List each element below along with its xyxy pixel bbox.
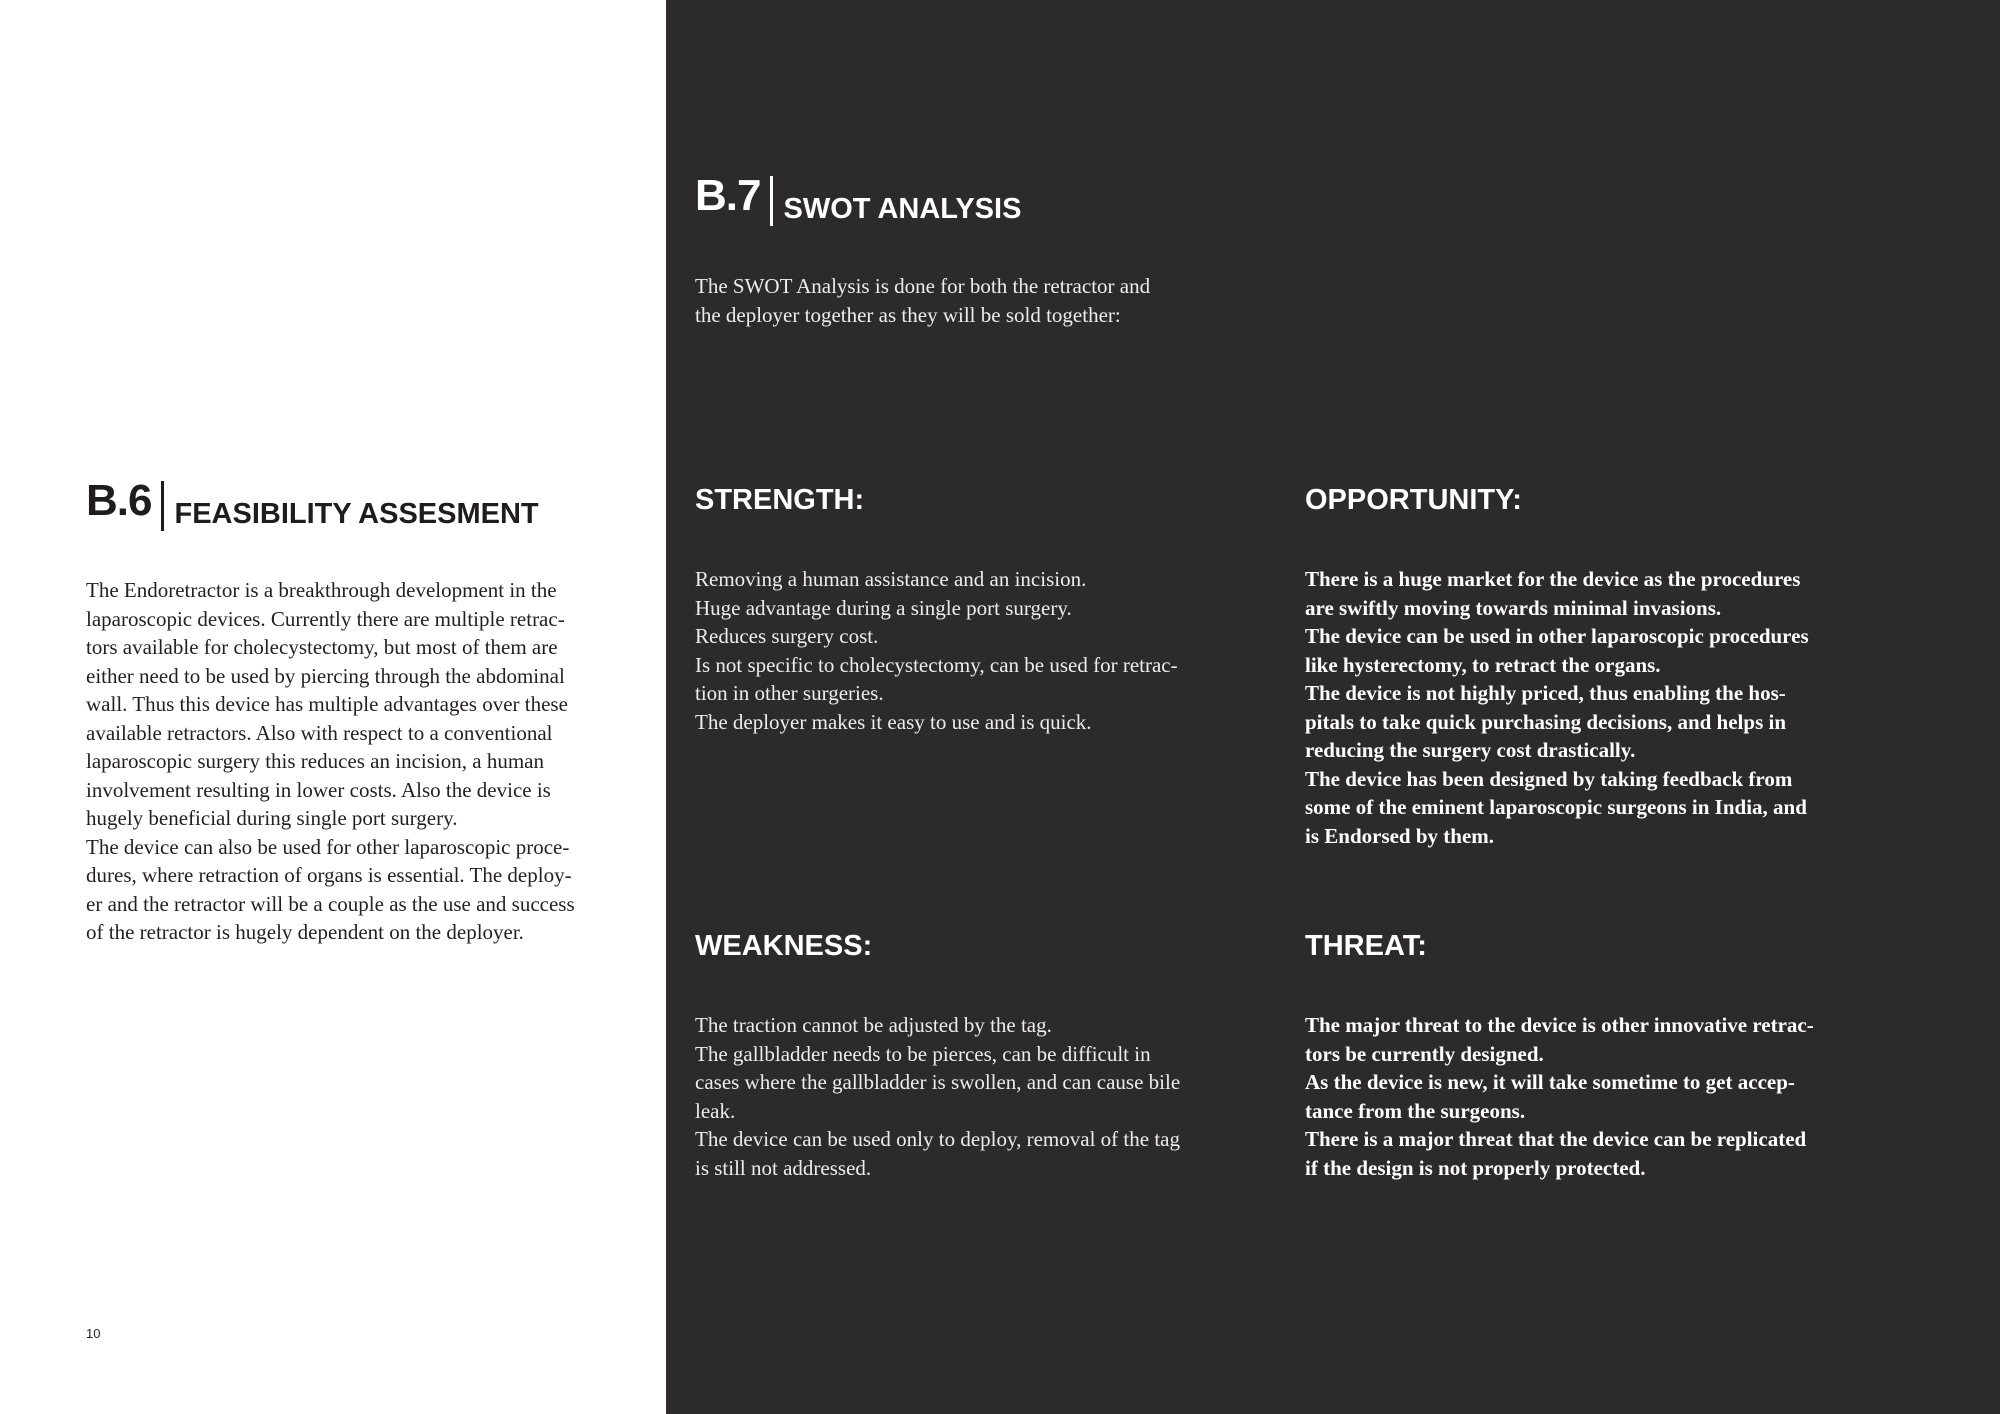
text-line: The device can also be used for other laparoscopic proce- bbox=[86, 834, 570, 859]
text-line: There is a major threat that the device can be replicated bbox=[1305, 1127, 1807, 1151]
strength-heading: STRENGTH: bbox=[695, 484, 865, 516]
text-line: er and the retractor will be a couple as the use and success bbox=[86, 891, 575, 916]
section-number: B.6 bbox=[86, 476, 152, 525]
text-line: involvement resulting in lower costs. Also the device is bbox=[86, 777, 551, 802]
opportunity-heading: OPPORTUNITY: bbox=[1305, 484, 1522, 516]
text-line: As the device is new, it will take sometime to get accep- bbox=[1305, 1070, 1795, 1094]
threat-list bbox=[1305, 1011, 1814, 1182]
weakness-heading: WEAKNESS: bbox=[695, 930, 873, 962]
text-line: hugely beneficial during single port surgery. bbox=[86, 806, 458, 830]
section-title: SWOT ANALYSIS bbox=[783, 193, 1022, 225]
opportunity-list bbox=[1305, 565, 1809, 850]
text-line: the deployer together as they will be sold together: bbox=[695, 302, 1121, 327]
text-line: Is not specific to cholecystectomy, can be used for retrac- bbox=[695, 652, 1178, 677]
text-line: available retractors. Also with respect to a conventional bbox=[86, 720, 553, 745]
text-line: There is a huge market for the device as the procedures bbox=[1305, 567, 1801, 591]
text-line: The device can be used in other laparoscopic procedures bbox=[1305, 624, 1809, 648]
text-line: like hysterectomy, to retract the organs. bbox=[1305, 652, 1661, 677]
text-line: tors be currently designed. bbox=[1305, 1041, 1544, 1066]
text-line: is still not addressed. bbox=[695, 1155, 872, 1180]
text-line: The device can be used only to deploy, removal of the tag bbox=[695, 1127, 1180, 1151]
text-line: of the retractor is hugely dependent on the deployer. bbox=[86, 920, 524, 944]
section-title: FEASIBILITY ASSESMENT bbox=[174, 498, 539, 530]
text-line: laparoscopic surgery this reduces an incision, a human bbox=[86, 749, 544, 773]
text-line: laparoscopic devices. Currently there are multiple retrac- bbox=[86, 606, 565, 631]
text-line: cases where the gallbladder is swollen, and can cause bile bbox=[695, 1070, 1181, 1094]
strength-list bbox=[695, 565, 1178, 736]
text-line: Reduces surgery cost. bbox=[695, 624, 879, 648]
threat-heading: THREAT: bbox=[1305, 930, 1427, 962]
section-heading-b7 bbox=[695, 168, 1022, 225]
text-line: The major threat to the device is other innovative retrac- bbox=[1305, 1013, 1814, 1037]
text-line: pitals to take quick purchasing decisions, and helps in bbox=[1305, 709, 1787, 734]
text-line: tion in other surgeries. bbox=[695, 681, 884, 705]
text-line: reducing the surgery cost drastically. bbox=[1305, 738, 1636, 762]
section-divider bbox=[161, 481, 164, 531]
text-line: is Endorsed by them. bbox=[1305, 823, 1495, 848]
section-number: B.7 bbox=[695, 171, 761, 220]
page-number: 10 bbox=[86, 1326, 101, 1341]
text-line: leak. bbox=[695, 1098, 736, 1123]
section-divider bbox=[770, 176, 773, 226]
weakness-list bbox=[695, 1011, 1180, 1182]
text-line: The traction cannot be adjusted by the tag. bbox=[695, 1013, 1052, 1037]
text-line: either need to be used by piercing through the abdominal bbox=[86, 663, 565, 688]
text-line: some of the eminent laparoscopic surgeons in India, and bbox=[1305, 795, 1807, 819]
left-page bbox=[0, 0, 666, 1414]
text-line: tors available for cholecystectomy, but most of them are bbox=[86, 635, 558, 659]
swot-intro-paragraph bbox=[695, 272, 1150, 329]
text-line: The Endoretractor is a breakthrough development in the bbox=[86, 578, 557, 602]
text-line: The device has been designed by taking feedback from bbox=[1305, 766, 1793, 791]
text-line: Huge advantage during a single port surgery. bbox=[695, 595, 1072, 620]
text-line: Removing a human assistance and an incision. bbox=[695, 567, 1087, 591]
text-line: The gallbladder needs to be pierces, can be difficult in bbox=[695, 1041, 1151, 1066]
section-heading-b6 bbox=[86, 473, 539, 530]
text-line: The SWOT Analysis is done for both the retractor and bbox=[695, 274, 1151, 298]
text-line: The device is not highly priced, thus enabling the hos- bbox=[1305, 681, 1786, 705]
text-line: The deployer makes it easy to use and is quick. bbox=[695, 709, 1092, 734]
text-line: wall. Thus this device has multiple advantages over these bbox=[86, 692, 568, 716]
text-line: are swiftly moving towards minimal invasions. bbox=[1305, 595, 1722, 620]
feasibility-paragraph bbox=[86, 576, 575, 947]
text-line: dures, where retraction of organs is essential. The deploy- bbox=[86, 863, 572, 887]
text-line: tance from the surgeons. bbox=[1305, 1098, 1526, 1123]
text-line: if the design is not properly protected. bbox=[1305, 1155, 1646, 1180]
